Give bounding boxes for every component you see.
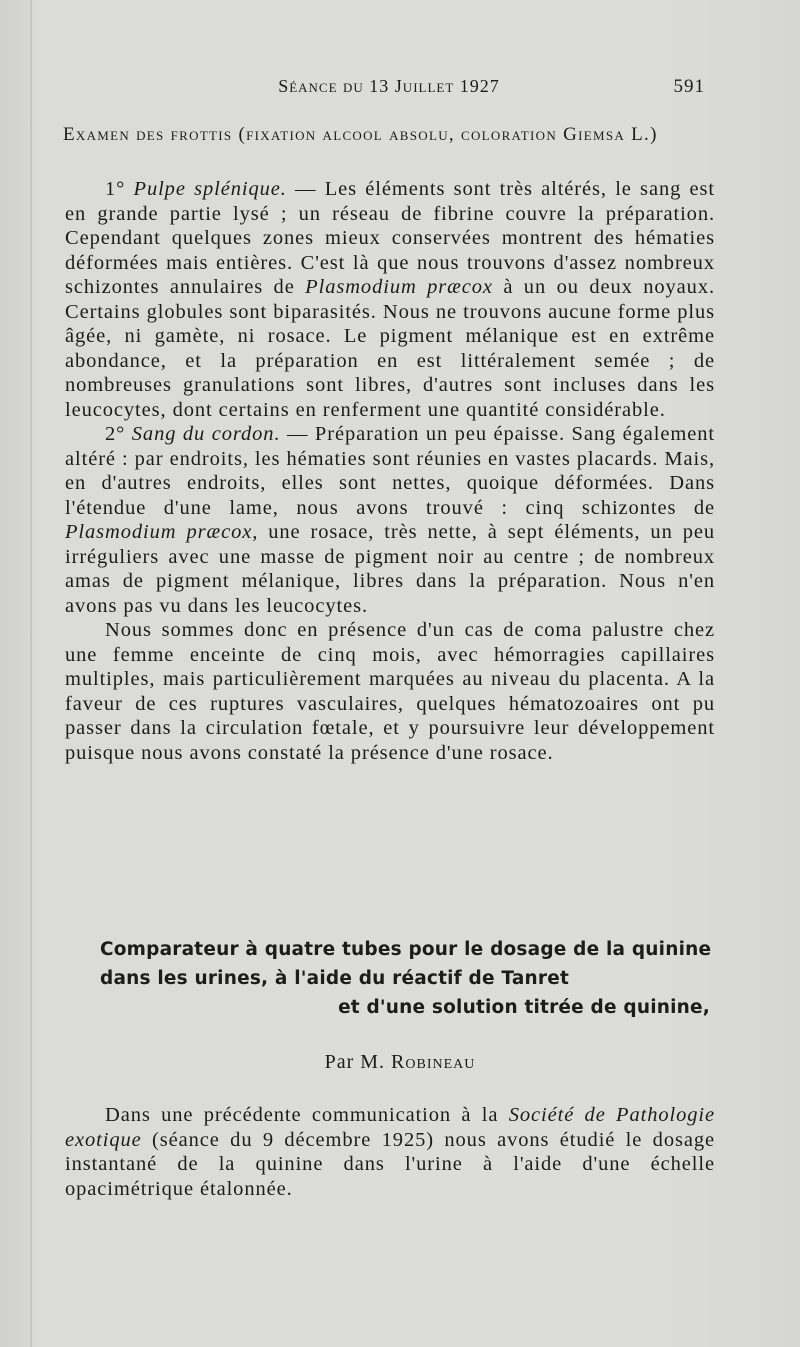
article-paragraph	[65, 1103, 715, 1201]
paragraph-text: — Les éléments sont très altérés, le sang est en grande partie lysé ; un réseau de fibrine couvre la préparation. Cependant quelques zones mieux conservées montrent des hématies déformées mais entières. C'est là que nous trouvons d'assez nombreux schizontes annulaires de	[65, 178, 715, 298]
author-name: Robineau	[391, 1051, 476, 1073]
item-title: Sang du cordon.	[131, 423, 281, 445]
author-line	[0, 1051, 800, 1074]
author-prefix: Par M.	[324, 1051, 392, 1073]
species-name: Plasmodium præcox	[65, 521, 253, 543]
article-title	[100, 935, 715, 1022]
running-head: Séance du 13 Juillet 1927	[278, 76, 500, 96]
paragraph-cord-blood	[65, 422, 715, 618]
gutter-shadow	[30, 0, 32, 1347]
society-name: Société de Pathologie exotique	[65, 1104, 715, 1151]
item-title: Pulpe splénique.	[133, 178, 287, 200]
paragraph-text: — Préparation un peu épaisse. Sang également altéré : par endroits, les hématies sont réunies en vastes placards. Mais, en d'autres endroits, elles sont nettes, quoique déformées. Dans l'étendue d'une lame, nous avons trouvé : cinq schizontes de	[65, 423, 715, 519]
article-title-line-3: et d'une solution titrée de quinine,	[338, 997, 710, 1018]
paragraph-text: Nous sommes donc en présence d'un cas de coma palustre chez une femme enceinte de cinq mois, avec hémorragies capillaires multiples, mais particulièrement marquées au niveau du placenta. A la faveur de ces ruptures vasculaires, quelques hématozoaires ont pu passer dans la circulation fœtale, et y poursuivre leur développement puisque nous avons constaté la présence d'une rosace.	[65, 619, 715, 764]
paragraph-text-continued: , une rosace, très nette, à sept éléments, un peu irréguliers avec une masse de pigment noir au centre ; de nombreux amas de pigment mélanique, libres dans la préparation. Nous n'en avons pas vu dans les leucocytes.	[65, 521, 715, 617]
article-title-line-1: Comparateur à quatre tubes pour le dosage de la quinine	[100, 939, 712, 960]
species-name: Plasmodium præcox	[305, 276, 493, 298]
item-number: 2°	[105, 423, 132, 445]
paragraph-text: Dans une précédente communication à la	[105, 1104, 509, 1126]
body-text	[65, 177, 715, 765]
section-heading: Examen des frottis (fixation alcool absolu, coloration Giemsa L.)	[63, 124, 658, 145]
page-header	[65, 76, 713, 104]
paragraph-conclusion	[65, 618, 715, 765]
page-number: 591	[673, 76, 705, 97]
paragraph-splenic-pulp	[65, 177, 715, 422]
paragraph-text-continued: (séance du 9 décembre 1925) nous avons étudié le dosage instantané de la quinine dans l'urine à l'aide d'une échelle opacimétrique étalonnée.	[65, 1128, 715, 1200]
paragraph-text-continued: à un ou deux noyaux. Certains globules sont biparasités. Nous ne trouvons aucune forme plus âgée, ni gamète, ni rosace. Le pigment mélanique est en extrême abondance, et la préparation en est littéralement semée ; de nombreuses granulations sont libres, d'autres sont incluses dans les leucocytes, dont certains en renferment une quantité considérable.	[65, 276, 716, 421]
article-body	[65, 1103, 715, 1201]
article-title-line-2: dans les urines, à l'aide du réactif de Tanret	[100, 968, 569, 989]
item-number: 1°	[105, 178, 134, 200]
